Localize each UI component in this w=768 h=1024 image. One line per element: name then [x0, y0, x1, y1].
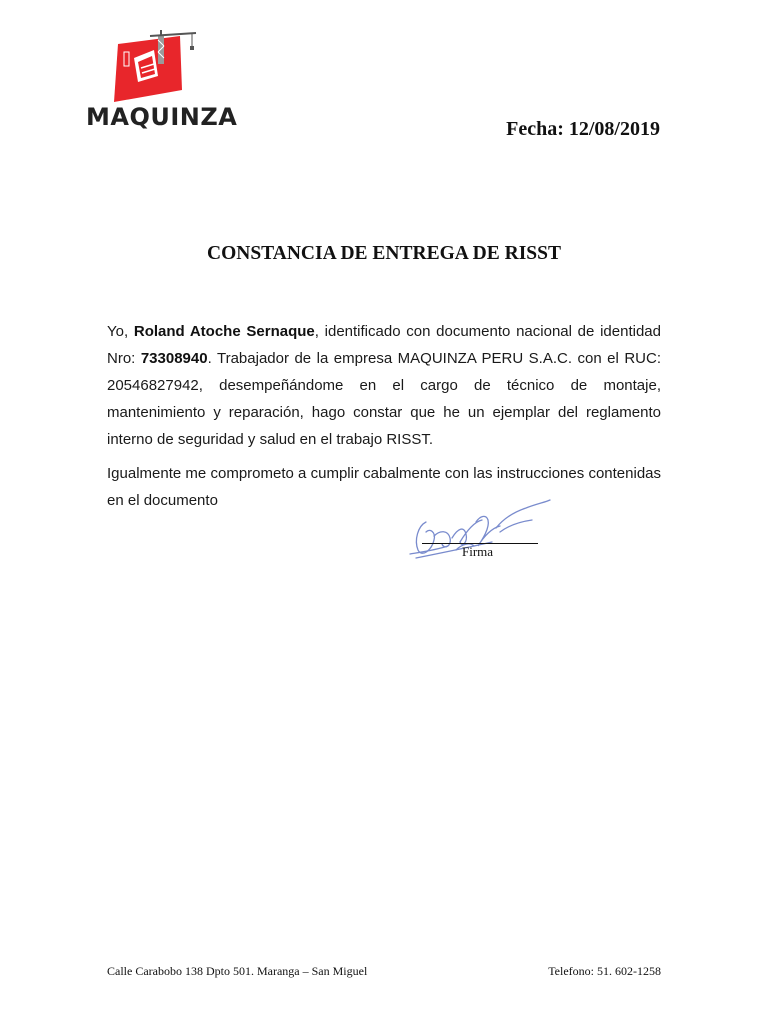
- paragraph-commitment: Igualmente me comprometo a cumplir cabalmente con las instrucciones contenidas en el documento: [107, 465, 661, 509]
- document-date: Fecha: 12/08/2019: [506, 118, 660, 140]
- worker-name: Roland Atoche Sernaque: [133, 323, 315, 340]
- footer-address: Calle Carabobo 138 Dpto 501. Maranga – San Miguel: [107, 964, 368, 978]
- building-crane-icon: [108, 30, 198, 102]
- signature-label: Firma: [462, 544, 494, 559]
- company-logo: [82, 30, 238, 142]
- worker-dni: 73308940: [140, 350, 208, 367]
- document-body: [107, 318, 661, 514]
- document-title: CONSTANCIA DE ENTREGA DE RISST: [207, 243, 561, 264]
- logo-text: MAQUINZA: [86, 103, 238, 131]
- paragraph-declaration: [107, 318, 661, 453]
- declaration-id-text: , identificado con documento nacional de identidad Nro:: [107, 323, 661, 367]
- declaration-rest: . Trabajador de la empresa MAQUINZA PERU S.A.C. con el RUC: 20546827942, desempeñándome en el cargo de técnico de montaje, mantenimiento y reparación, hago constar que he un ejemplar del reglamento interno de seguridad y salud en el trabajo RISST.: [107, 350, 662, 448]
- declaration-prefix: Yo,: [107, 323, 134, 340]
- handwritten-signature: [396, 492, 556, 572]
- footer-phone: Telefono: 51. 602-1258: [548, 964, 661, 978]
